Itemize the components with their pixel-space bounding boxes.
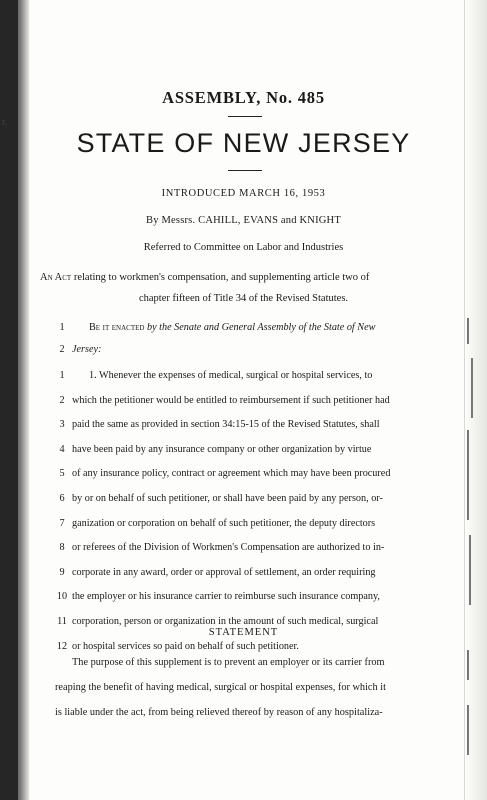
enacting-line-1 [55,322,465,338]
line-number: 1 [59,370,65,381]
section-line [55,370,465,386]
line-text: by or on behalf of such petitioner, or shall have been paid by any person, or- [72,493,383,504]
statement-line: The purpose of this supplement is to prevent an employer or its carrier from [72,657,385,668]
sponsors-line: By Messrs. CAHILL, EVANS and KNIGHT [146,215,341,226]
enacting-line-2 [55,344,465,360]
line-number: 9 [59,566,65,578]
section-line [55,567,465,583]
act-title-line-1 [40,272,458,283]
enacting-text: by the Senate and General Assembly of the State of New [144,322,376,333]
section-line [55,468,465,484]
line-number: 3 [59,419,65,431]
divider-rule [228,116,262,117]
line-number: 12 [56,640,68,652]
section-line [55,542,465,558]
act-title-text: relating to workmen's compensation, and supplementing article two of [71,272,370,283]
act-title-line-2: chapter fifteen of Title 34 of the Revised Statutes. [138,293,349,304]
line-text: have been paid by any insurance company or other organization by virtue [72,443,372,455]
section-line [55,641,465,657]
line-text: corporate in any award, order or approval of settlement, an order requiring [72,566,376,578]
line-number: 5 [59,468,65,480]
section-line [55,395,465,411]
page-right-edge [464,0,487,800]
section-line [55,591,465,607]
edge-tick [467,430,469,520]
line-number: 2 [59,394,65,406]
line-number: 10 [56,591,68,603]
act-prefix: An Act [40,272,72,283]
line-number: 11 [57,616,67,627]
line-text: the employer or his insurance carrier to reimburse such insurance company, [72,591,380,603]
edge-tick [471,358,473,418]
line-text: of any insurance policy, contract or agreement which may have been procured [72,468,391,480]
line-text: which the petitioner would be entitled to reimbursement if such petitioner had [72,394,390,406]
section-line [55,419,465,435]
line-number: 2 [59,344,65,355]
section-line [55,493,465,509]
section-line [55,518,465,534]
assembly-number: ASSEMBLY, No. 485 [162,88,325,107]
state-heading: STATE OF NEW JERSEY [76,128,411,158]
section-line [55,444,465,460]
line-text: or hospital services so paid on behalf of such petitioner. [72,640,299,652]
line-text: paid the same as provided in section 34:15-15 of the Revised Statutes, shall [72,419,380,431]
line-number: 6 [59,493,65,504]
margin-mark: r. [2,117,8,128]
enacting-prefix: Be it enacted [89,322,145,333]
introduced-date: INTRODUCED MARCH 16, 1953 [161,188,326,199]
edge-tick [467,318,469,344]
edge-tick [469,535,471,605]
enacting-text: Jersey: [72,344,102,355]
statement-heading: STATEMENT [208,627,279,638]
line-number: 8 [59,542,65,554]
line-number: 7 [59,517,65,529]
line-text: or referees of the Division of Workmen's Compensation are authorized to in- [72,542,385,554]
divider-rule [228,170,262,171]
committee-referral: Referred to Committee on Labor and Industries [143,242,344,253]
line-text: 1. Whenever the expenses of medical, surgical or hospital services, to [89,370,373,381]
line-number: 4 [59,443,65,455]
line-text: ganization or corporation on behalf of such petitioner, the deputy directors [72,517,376,529]
statement-line: reaping the benefit of having medical, surgical or hospital expenses, for which it [55,682,386,693]
edge-tick [467,705,469,755]
line-text: corporation, person or organization in the amount of such medical, surgical [72,616,379,627]
line-number: 1 [59,322,65,333]
statement-line: is liable under the act, from being relieved thereof by reason of any hospitaliza- [55,707,383,718]
